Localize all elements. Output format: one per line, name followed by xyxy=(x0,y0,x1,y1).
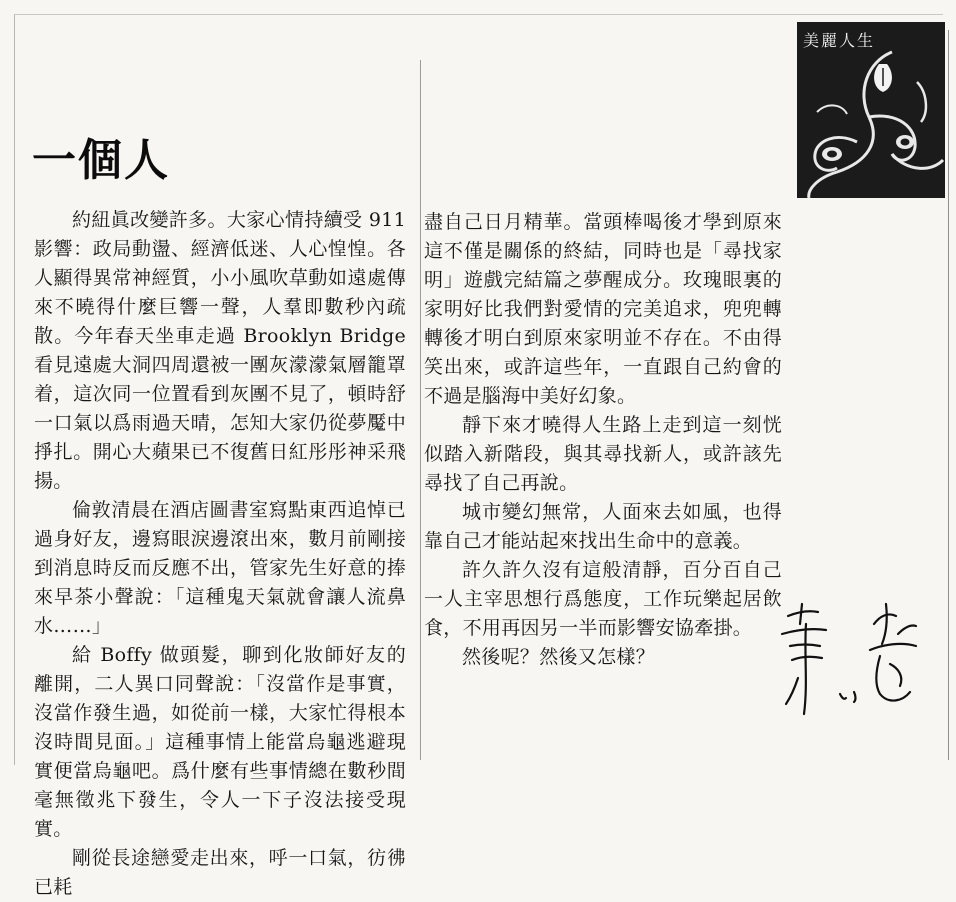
paragraph: 城市變幻無常，人面來去如風，也得靠自己才能站起來找出生命中的意義。 xyxy=(424,501,782,552)
paragraph: 靜下來才曉得人生路上走到這一刻恍似踏入新階段，與其尋找新人，或許該先尋找了自己再說。 xyxy=(424,414,782,494)
paragraph: 盡自己日月精華。當頭棒喝後才學到原來這不僅是關係的終結，同時也是「尋找家明」遊戲完結篇之夢醒成分。玫瑰眼裏的家明好比我們對愛情的完美追求，兜兜轉轉後才明白到原來家明並不存在。不由得笑出來，或許這些年，一直跟自己約會的不過是腦海中美好幻象。 xyxy=(424,211,782,407)
article-title: 一個人 xyxy=(32,135,170,186)
paragraph: 許久許久沒有這般清靜，百分百自己一人主宰思想行爲態度，工作玩樂起居飲食，不用再因另一半而影響安協牽掛。 xyxy=(424,559,782,639)
column-header-label: 美麗人生 xyxy=(803,31,876,50)
paragraph: 約紐眞改變許多。大家心情持續受 911 影響：政局動盪、經濟低迷、人心惶惶。各人顯得異常神經質，小小風吹草動如遠處傳來不曉得什麼巨響一聲，人羣即數秒內疏散。今年春天坐車走過 Brooklyn Bridge 看見遠處大洞四周還被一團灰濛濛氣層籠罩着，這次同一位置看到灰團不見了，頓時舒一口氣以爲雨過天晴，怎知大家仍從夢魘中掙扎。開心大蘋果已不復舊日紅彤彤神采飛揚。 xyxy=(34,209,406,492)
paragraph: 剛從長途戀愛走出來，呼一口氣，彷彿已耗 xyxy=(34,847,406,898)
column-header-box xyxy=(797,22,945,198)
page-edge-rule xyxy=(948,30,949,760)
column-divider xyxy=(420,60,421,760)
author-signature xyxy=(770,594,930,724)
text-column-left xyxy=(34,206,406,902)
paragraph: 給 Boffy 做頭髮，聊到化妝師好友的離開，二人異口同聲說：「沒當作是事實，沒當作發生過，如從前一樣，大家忙得根本沒時間見面。」這種事情上能當烏龜逃避現實便當烏龜吧。爲什麼有些事情總在數秒間毫無徵兆下發生，令人一下子沒法接受現實。 xyxy=(34,644,406,840)
paragraph: 然後呢？然後又怎樣？ xyxy=(462,646,656,668)
paragraph: 倫敦清晨在酒店圖書室寫點東西追悼已過身好友，邊寫眼淚邊滾出來，數月前剛接到消息時反而反應不出，管家先生好意的捧來早茶小聲說：「這種鬼天氣就會讓人流鼻水……」 xyxy=(34,499,406,637)
text-column-right xyxy=(424,208,782,672)
